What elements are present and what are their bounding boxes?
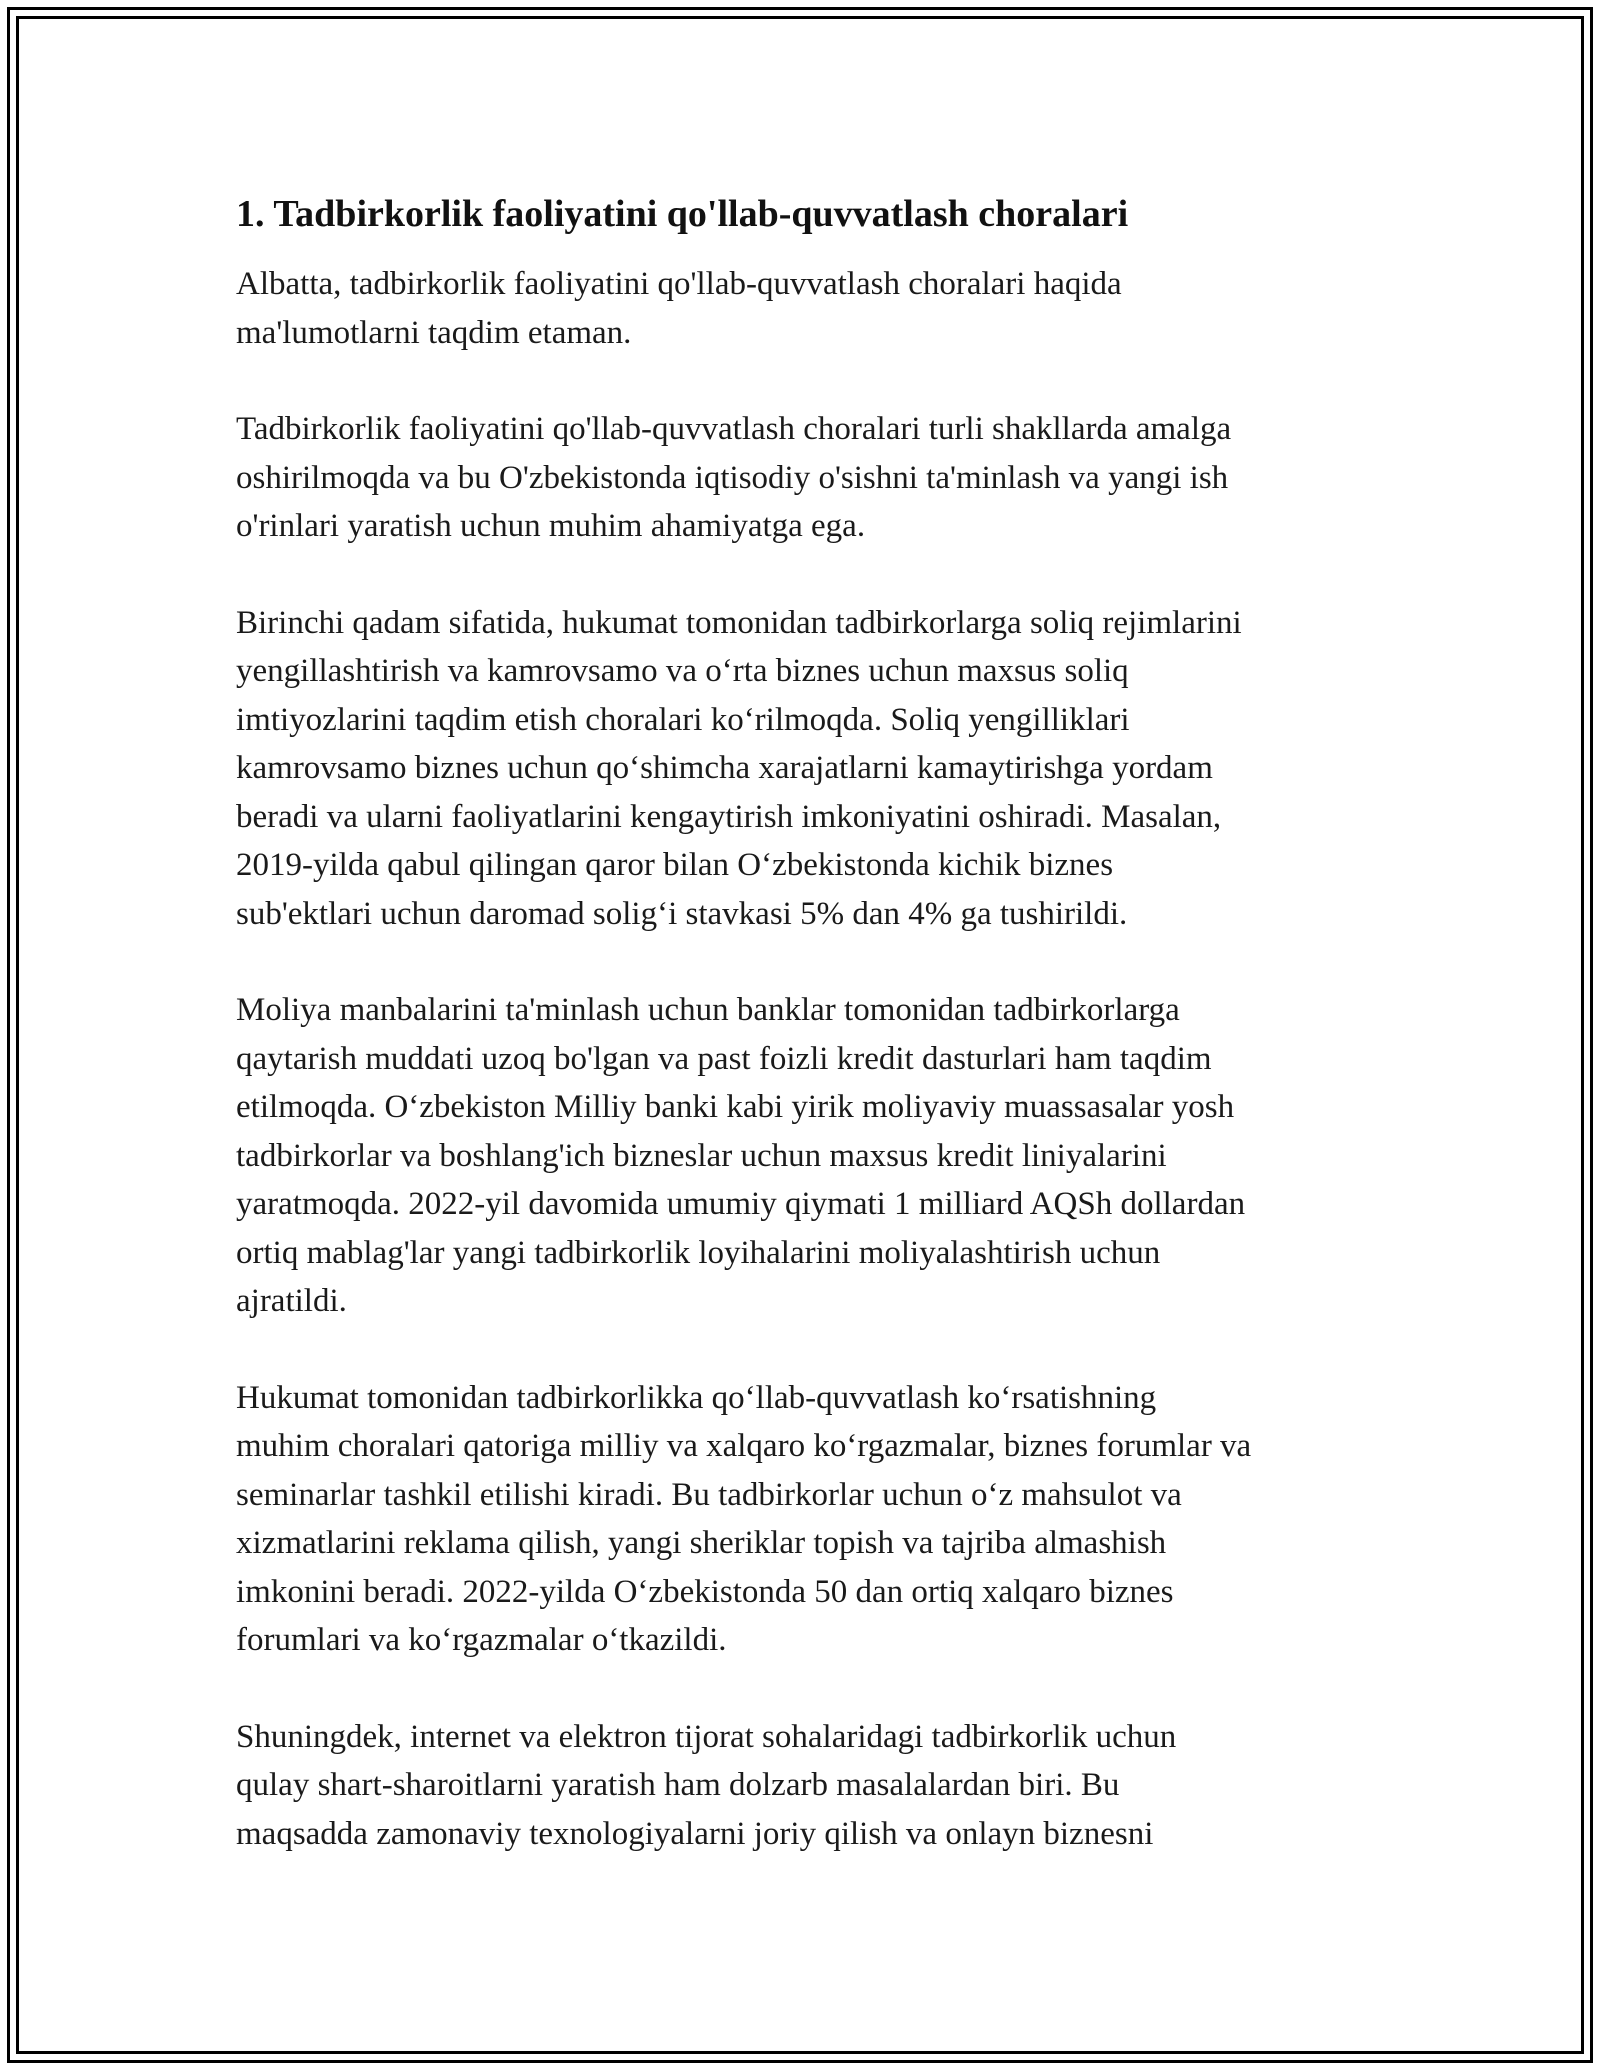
- text-line: imkonini beradi. 2022-yilda Oʻzbekistonda 50 dan ortiq xalqaro biznes: [236, 1573, 1174, 1610]
- text-line: ajratildi.: [236, 1283, 347, 1319]
- text-line: beradi va ularni faoliyatlarini kengaytirish imkoniyatini oshiradi. Masalan,: [236, 798, 1222, 835]
- text-line: yengillashtirish va kamrovsamo va oʻrta biznes uchun maxsus soliq: [236, 653, 1129, 689]
- text-line: seminarlar tashkil etilishi kiradi. Bu tadbirkorlar uchun oʻz mahsulot va: [236, 1476, 1182, 1513]
- document-body: [236, 190, 1386, 1906]
- text-line: ortiq mablag'lar yangi tadbirkorlik loyihalarini moliyalashtirish uchun: [236, 1234, 1161, 1271]
- text-line: imtiyozlarini taqdim etish choralari koʻrilmoqda. Soliq yengilliklari: [236, 701, 1130, 738]
- text-line: qaytarish muddati uzoq bo'lgan va past foizli kredit dasturlari ham taqdim: [236, 1040, 1212, 1077]
- text-line: o'rinlari yaratish uchun muhim ahamiyatga ega.: [236, 508, 866, 544]
- text-line: ma'lumotlarni taqdim etaman.: [236, 314, 632, 351]
- text-line: tadbirkorlar va boshlang'ich bizneslar uchun maxsus kredit liniyalarini: [236, 1137, 1167, 1174]
- text-line: etilmoqda. Oʻzbekiston Milliy banki kabi yirik moliyaviy muassasalar yosh: [236, 1089, 1235, 1125]
- text-line: oshirilmoqda va bu O'zbekistonda iqtisodiy o'sishni ta'minlash va yangi ish: [236, 459, 1229, 496]
- text-line: muhim choralari qatoriga milliy va xalqaro koʻrgazmalar, biznes forumlar va: [236, 1428, 1252, 1464]
- text-line: qulay shart-sharoitlarni yaratish ham dolzarb masalalardan biri. Bu: [236, 1767, 1120, 1803]
- section-title: 1. Tadbirkorlik faoliyatini qo'llab-quvvatlash choralari: [236, 193, 1129, 235]
- text-line: maqsadda zamonaviy texnologiyalarni joriy qilish va onlayn biznesni: [236, 1815, 1154, 1852]
- text-line: Tadbirkorlik faoliyatini qo'llab-quvvatlash choralari turli shakllarda amalga: [236, 411, 1232, 447]
- paragraph-overview: [236, 405, 1386, 551]
- text-line: Moliya manbalarini ta'minlash uchun banklar tomonidan tadbirkorlarga: [236, 992, 1180, 1028]
- paragraph-ecommerce: [236, 1713, 1386, 1859]
- text-line: Albatta, tadbirkorlik faoliyatini qo'llab-quvvatlash choralari haqida: [236, 266, 1122, 302]
- text-line: Shuningdek, internet va elektron tijorat sohalaridagi tadbirkorlik uchun: [236, 1718, 1177, 1755]
- text-line: Birinchi qadam sifatida, hukumat tomonidan tadbirkorlarga soliq rejimlarini: [236, 604, 1242, 641]
- paragraph-financing: [236, 986, 1386, 1326]
- paragraph-exhibitions: [236, 1374, 1386, 1665]
- text-line: 2019-yilda qabul qilingan qaror bilan Oʻzbekistonda kichik biznes: [236, 847, 1114, 883]
- text-line: xizmatlarini reklama qilish, yangi sheriklar topish va tajriba almashish: [236, 1525, 1167, 1561]
- text-line: yaratmoqda. 2022-yil davomida umumiy qiymati 1 milliard AQSh dollardan: [236, 1186, 1246, 1222]
- text-line: Hukumat tomonidan tadbirkorlikka qoʻllab-quvvatlash koʻrsatishning: [236, 1379, 1157, 1416]
- text-line: sub'ektlari uchun daromad soligʻi stavkasi 5% dan 4% ga tushirildi.: [236, 895, 1128, 932]
- paragraph-intro: [236, 260, 1386, 357]
- text-line: kamrovsamo biznes uchun qoʻshimcha xarajatlarni kamaytirishga yordam: [236, 750, 1213, 786]
- text-line: forumlari va koʻrgazmalar oʻtkazildi.: [236, 1622, 727, 1658]
- paragraph-tax-measures: [236, 599, 1386, 939]
